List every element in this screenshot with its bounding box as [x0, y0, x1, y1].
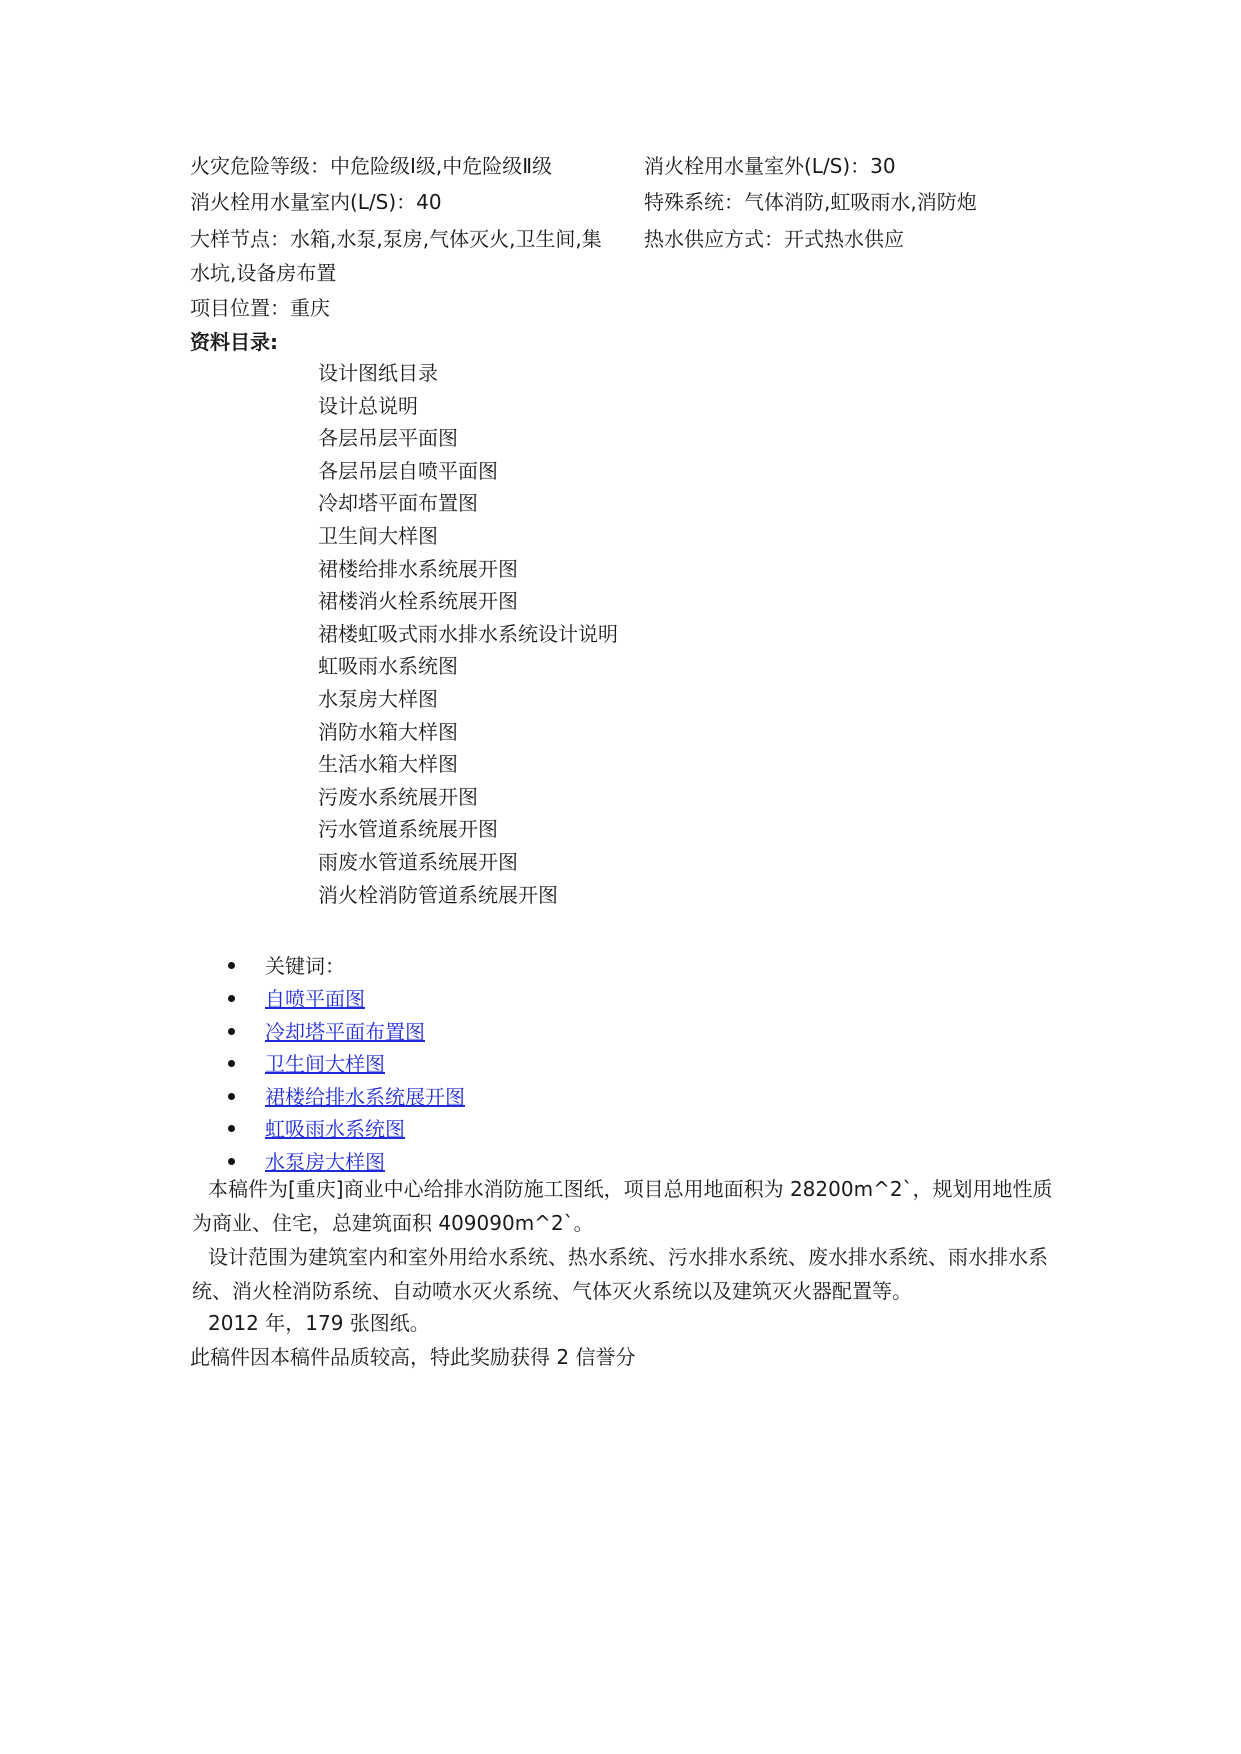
toc-item: 卫生间大样图: [318, 524, 438, 548]
keyword-list-item: [228, 1114, 405, 1144]
detail-nodes-line1: 大样节点：水箱,水泵,泵房,气体灭火,卫生间,集: [190, 227, 602, 251]
keyword-list-item: [228, 984, 365, 1014]
bullet-icon: [228, 1028, 235, 1035]
bullet-icon: [228, 1158, 235, 1165]
hot-water-supply: 热水供应方式：开式热水供应: [644, 227, 904, 251]
detail-nodes-line2: 水坑,设备房布置: [190, 261, 337, 285]
toc-item: 裙楼消火栓系统展开图: [318, 589, 518, 614]
keywords-label: 关键词：: [265, 954, 345, 978]
bullet-icon: [228, 1125, 235, 1132]
toc-item: 裙楼虹吸式雨水排水系统设计说明: [318, 621, 618, 646]
toc-item: 裙楼给排水系统展开图: [318, 556, 518, 581]
toc-heading: 资料目录:: [190, 330, 278, 354]
keyword-list-item: [228, 1049, 385, 1079]
keyword-list-item: [228, 1017, 425, 1047]
keyword-list-item: [228, 1082, 465, 1112]
toc-item: 雨废水管道系统展开图: [318, 850, 518, 874]
toc-item: 虹吸雨水系统图: [318, 654, 458, 679]
toc-item: 设计图纸目录: [318, 361, 438, 385]
keyword-link[interactable]: 水泵房大样图: [265, 1150, 385, 1174]
toc-item: 消火栓消防管道系统展开图: [318, 882, 558, 907]
description-para2: 设计范围为建筑室内和室外用给水系统、热水系统、污水排水系统、废水排水系统、雨水排水系统、消火栓消防系统、自动喷水灭火系统、气体灭火系统以及建筑灭火器配置等。: [192, 1245, 1048, 1303]
description-para3: 2012 年，179 张图纸。: [208, 1311, 430, 1335]
toc-item: 污废水系统展开图: [318, 784, 478, 809]
toc-item: 消防水箱大样图: [318, 719, 458, 744]
hydrant-outdoor: 消火栓用水量室外(L/S)：30: [644, 154, 896, 178]
keywords-label-item: [228, 951, 345, 981]
hydrant-indoor: 消火栓用水量室内(L/S)：40: [190, 190, 442, 214]
bullet-icon: [228, 962, 235, 969]
reward-text: 此稿件因本稿件品质较高，特此奖励获得 2 信誉分: [190, 1345, 636, 1369]
keyword-link[interactable]: 自喷平面图: [265, 987, 365, 1011]
toc-item: 冷却塔平面布置图: [318, 491, 478, 516]
keyword-link[interactable]: 冷却塔平面布置图: [265, 1019, 425, 1044]
keyword-link[interactable]: 卫生间大样图: [265, 1052, 385, 1077]
toc-item: 各层吊层平面图: [318, 426, 458, 451]
bullet-icon: [228, 1093, 235, 1100]
fire-hazard-level: 火灾危险等级：中危险级Ⅰ级,中危险级Ⅱ级: [190, 154, 553, 178]
bullet-icon: [228, 1060, 235, 1067]
project-location: 项目位置：重庆: [190, 296, 330, 320]
keyword-link[interactable]: 虹吸雨水系统图: [265, 1117, 405, 1142]
toc-item: 设计总说明: [318, 393, 418, 418]
special-system: 特殊系统：气体消防,虹吸雨水,消防炮: [644, 190, 977, 214]
keyword-link[interactable]: 裙楼给排水系统展开图: [265, 1084, 465, 1109]
toc-item: 污水管道系统展开图: [318, 817, 498, 842]
bullet-icon: [228, 995, 235, 1002]
toc-item: 各层吊层自喷平面图: [318, 458, 498, 483]
description-para1: 本稿件为[重庆]商业中心给排水消防施工图纸，项目总用地面积为 28200m^2`，规划用地性质为商业、住宅，总建筑面积 409090m^2`。: [192, 1177, 1053, 1235]
toc-item: 水泵房大样图: [318, 687, 438, 711]
toc-item: 生活水箱大样图: [318, 752, 458, 777]
